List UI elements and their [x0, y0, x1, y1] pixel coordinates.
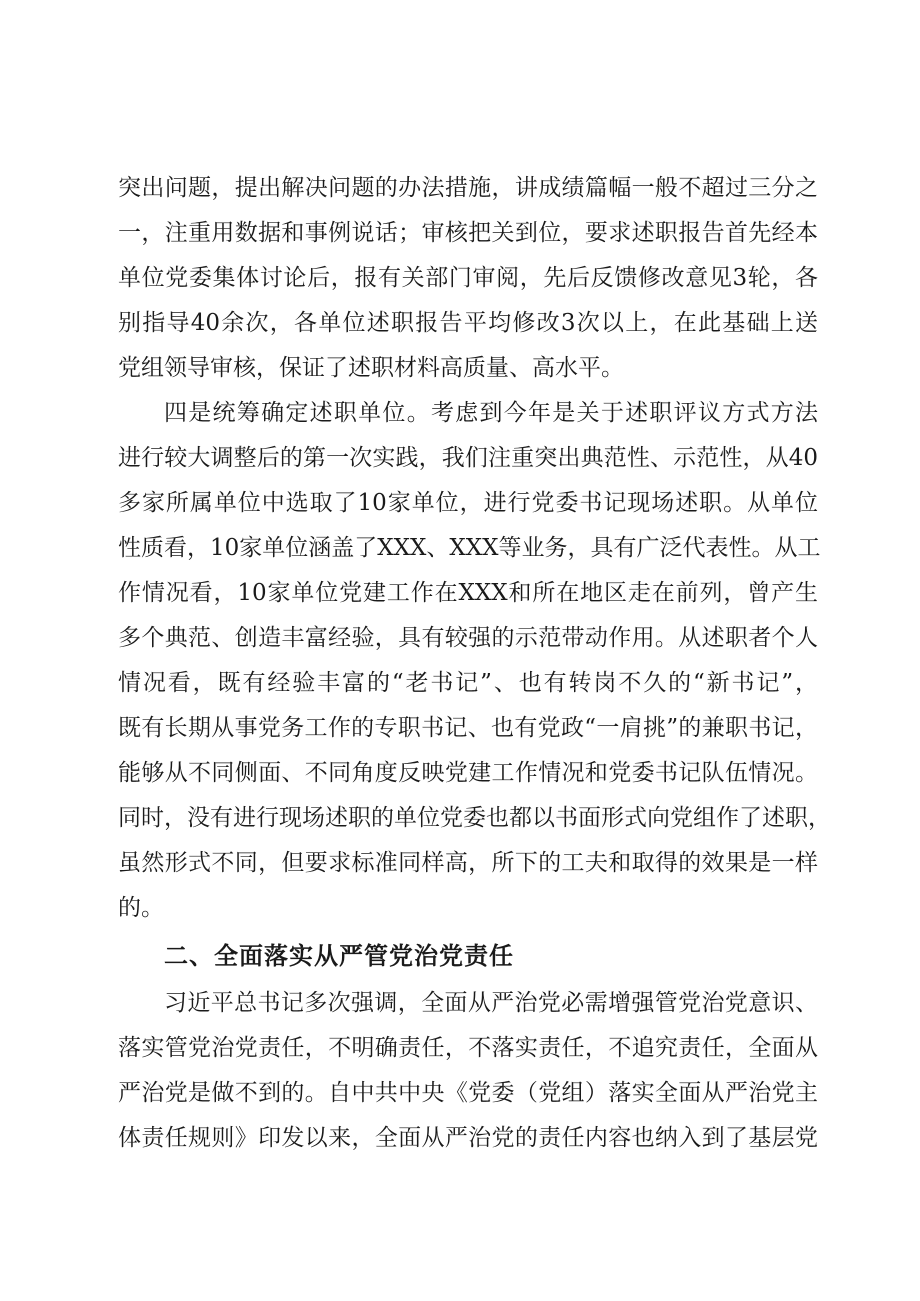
text-line: 体责任规则》印发以来，全面从严治党的责任内容也纳入到了基层党 — [118, 1125, 818, 1151]
section-heading: 二、全面落实从严管党治党责任 — [164, 942, 514, 970]
text-line: 多家所属单位中选取了10家单位，进行党委书记现场述职。从单位 — [118, 490, 818, 516]
text-line: 的。 — [118, 895, 164, 921]
text-line: 进行较大调整后的第一次实践，我们注重突出典范性、示范性，从40 — [118, 445, 818, 471]
text-line: 四是统筹确定述职单位。考虑到今年是关于述职评议方式方法 — [164, 400, 818, 426]
text-line: 同时，没有进行现场述职的单位党委也都以书面形式向党组作了述职， — [118, 805, 831, 831]
text-line: 落实管党治党责任，不明确责任，不落实责任，不追究责任，全面从 — [118, 1035, 818, 1061]
text-line: 情况看，既有经验丰富的“老书记”、也有转岗不久的“新书记”， — [118, 670, 818, 696]
text-line: 单位党委集体讨论后，报有关部门审阅，先后反馈修改意见3轮，各 — [118, 265, 818, 291]
text-line: 党组领导审核，保证了述职材料高质量、高水平。 — [118, 355, 624, 381]
text-line: 既有长期从事党务工作的专职书记、也有党政“一肩挑”的兼职书记， — [118, 715, 818, 741]
text-line: 突出问题，提出解决问题的办法措施，讲成绩篇幅一般不超过三分之 — [118, 175, 818, 201]
text-line: 作情况看，10家单位党建工作在XXX和所在地区走在前列，曾产生 — [118, 580, 818, 606]
text-line: 虽然形式不同，但要求标准同样高，所下的工夫和取得的效果是一样 — [118, 850, 818, 876]
text-line: 一，注重用数据和事例说话；审核把关到位，要求述职报告首先经本 — [118, 220, 818, 246]
text-line: 多个典范、创造丰富经验，具有较强的示范带动作用。从述职者个人 — [118, 625, 818, 651]
text-line: 严治党是做不到的。自中共中央《党委（党组）落实全面从严治党主 — [118, 1080, 818, 1106]
text-line: 性质看，10家单位涵盖了XXX、XXX等业务，具有广泛代表性。从工 — [118, 535, 821, 561]
text-line: 能够从不同侧面、不同角度反映党建工作情况和党委书记队伍情况。 — [118, 760, 818, 786]
text-line: 别指导40余次，各单位述职报告平均修改3次以上，在此基础上送 — [118, 310, 818, 336]
text-line: 习近平总书记多次强调，全面从严治党必需增强管党治党意识、 — [164, 990, 818, 1016]
